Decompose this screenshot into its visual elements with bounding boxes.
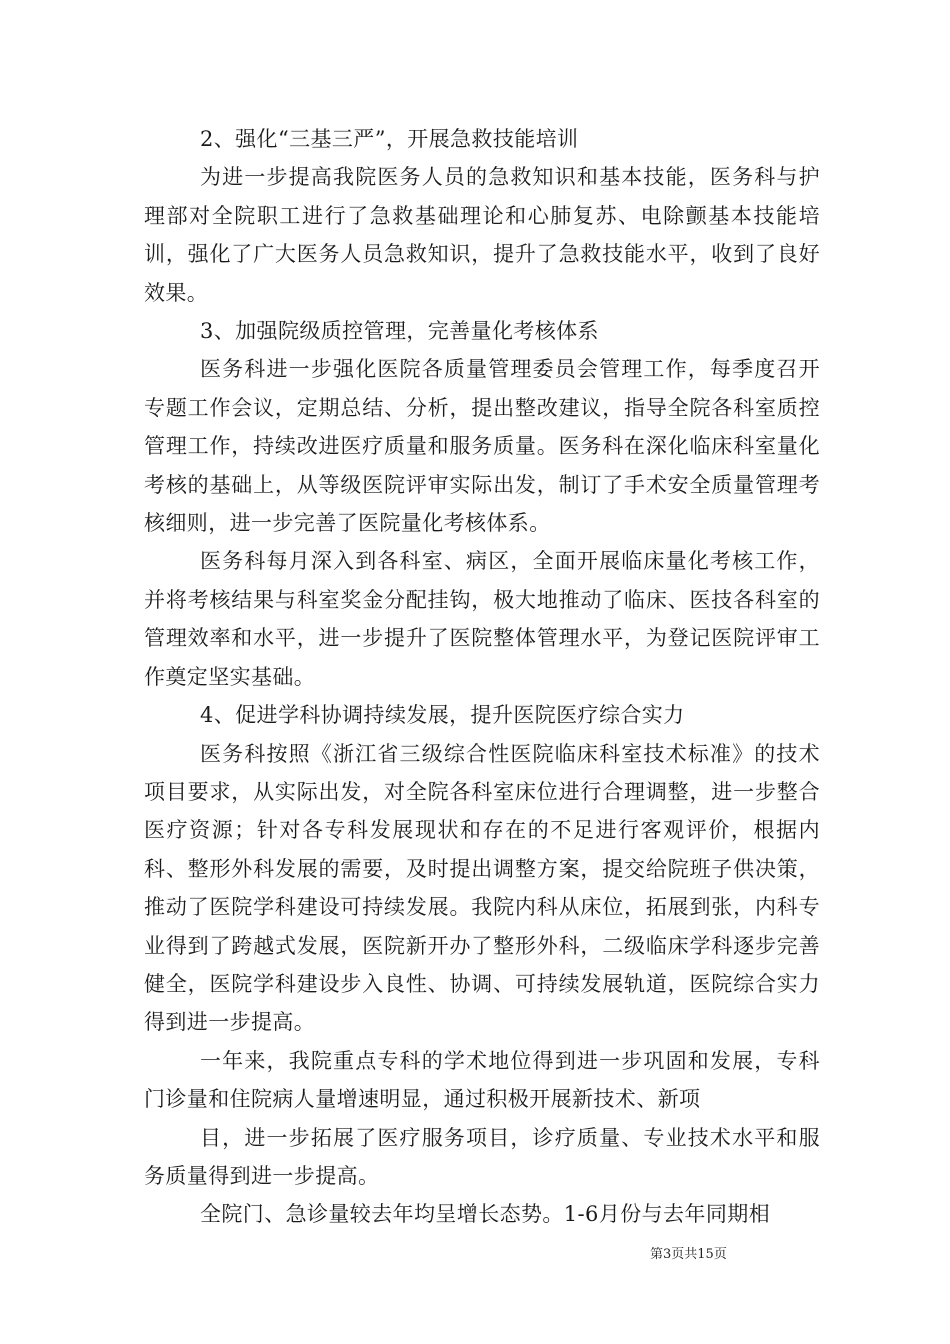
heading-2: 2、强化“三基三严”，开展急救技能培训 [200,127,579,151]
paragraph-monthly-assessment: 医务科每月深入到各科室、病区，全面开展临床量化考核工作，并将考核结果与科室奖金分配挂钩，极大地推动了临床、医技各科室的管理效率和水平，进一步提升了医院整体管理水平，为登记医院评审工作奠定坚实基础。 [144,549,820,689]
page-number-footer: 第3页共15页 [650,1247,727,1262]
paragraph-quality-control: 医务科进一步强化医院各质量管理委员会管理工作，每季度召开专题工作会议，定期总结、分析，提出整改建议，指导全院各科室质控管理工作，持续改进医疗质量和服务质量。医务科在深化临床科室量化考核的基础上，从等级医院评审实际出发，制订了手术安全质量管理考核细则，进一步完善了医院量化考核体系。 [144,357,820,536]
heading-3: 3、加强院级质控管理，完善量化考核体系 [200,319,599,344]
paragraph-discipline-development: 医务科按照《浙江省三级综合性医院临床科室技术标准》的技术项目要求，从实际出发，对全院各科室床位进行合理调整，进一步整合医疗资源；针对各专科发展现状和存在的不足进行客观评价，根据内科、整形外科发展的需要，及时提出调整方案，提交给院班子供决策，推动了医院学科建设可持续发展。我院内科从床位，拓展到张，内科专业得到了跨越式发展，医院新开办了整形外科，二级临床学科逐步完善健全，医院学科建设步入良性、协调、可持续发展轨道，医院综合实力得到进一步提高。 [144,741,820,1035]
document-body [144,120,820,1234]
paragraph-emergency-training: 为进一步提高我院医务人员的急救知识和基本技能，医务科与护理部对全院职工进行了急救基础理论和心肺复苏、电除颤基本技能培训，强化了广大医务人员急救知识，提升了急救技能水平，收到了良好效果。 [144,165,820,305]
paragraph-service-projects: 目，进一步拓展了医疗服务项目，诊疗质量、专业技术水平和服务质量得到进一步提高。 [144,1125,820,1188]
paragraph-specialty-status: 一年来，我院重点专科的学术地位得到进一步巩固和发展，专科门诊量和住院病人量增速明显，通过积极开展新技术、新项 [144,1048,820,1112]
heading-4: 4、促进学科协调持续发展，提升医院医疗综合实力 [200,703,685,728]
paragraph-outpatient-volume: 全院门、急诊量较去年均呈增长态势。1-6月份与去年同期相 [200,1202,771,1227]
